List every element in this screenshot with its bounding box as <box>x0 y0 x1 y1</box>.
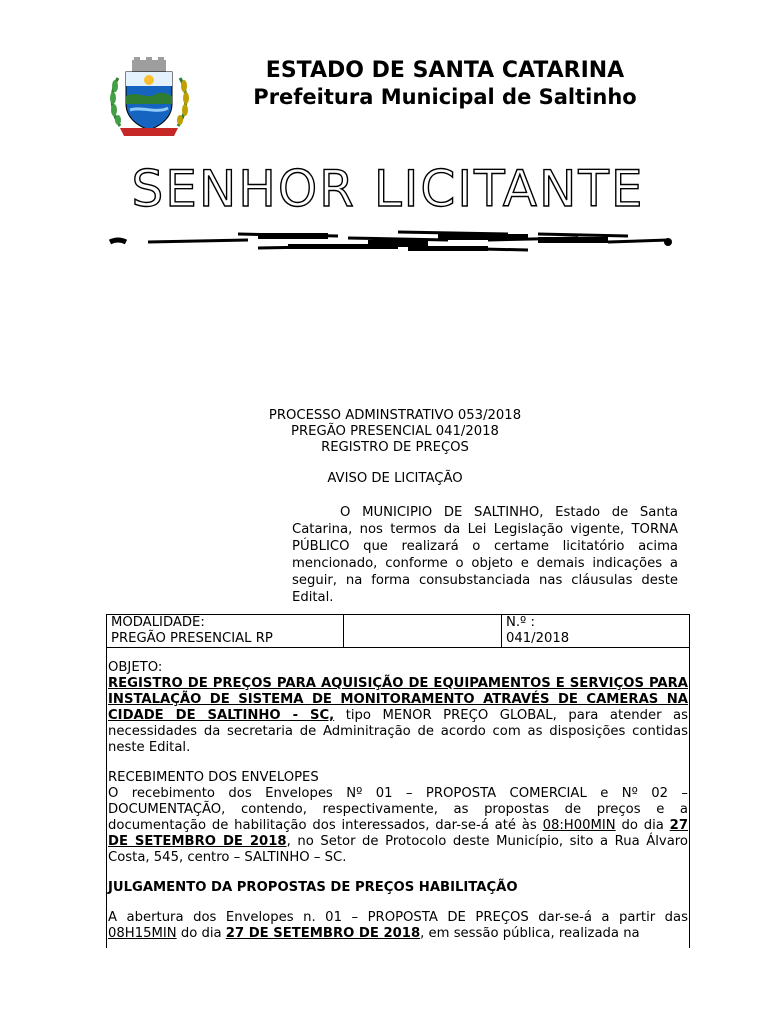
numero-cell <box>502 615 690 647</box>
prefeitura-heading: Prefeitura Municipal de Saltinho <box>253 85 637 109</box>
process-number: PROCESSO ADMINSTRATIVO 053/2018 <box>268 408 522 423</box>
recebimento-t2: do dia <box>615 818 670 833</box>
objeto-label: OBJETO: <box>108 660 163 675</box>
recebimento-text <box>108 786 688 866</box>
objeto-rest: tipo MENOR PREÇO GLOBAL, para atender as necessidades da secretaria de Adminitração de acordo com as disposições contidas neste Edital. <box>108 708 688 755</box>
julgamento-hora: 08H15MIN <box>108 926 177 941</box>
frame-right-line <box>689 648 690 948</box>
svg-text:SENHOR LICITANTE: SENHOR LICITANTE <box>131 160 645 216</box>
recebimento-hora: 08:H00MIN <box>542 818 616 833</box>
julgamento-section <box>108 880 688 896</box>
modalidade-cell <box>107 615 344 647</box>
modalidade-table <box>106 614 690 648</box>
modalidade-value: PREGÃO PRESENCIAL RP <box>111 630 273 646</box>
modalidade-label: MODALIDADE: <box>111 615 205 630</box>
municipal-crest-icon <box>106 56 192 140</box>
objeto-bold: REGISTRO DE PREÇOS PARA AQUISIÇÃO DE EQUIPAMENTOS E SERVIÇOS PARA INSTALAÇÃO DE SISTEMA DE MONITORAMENTO ATRAVÉS DE CAMERAS NA CIDADE DE SALTINHO - SC, <box>108 676 688 723</box>
julgamento-body <box>108 910 688 942</box>
aviso-heading: AVISO DE LICITAÇÃO <box>327 471 463 486</box>
recebimento-label: RECEBIMENTO DOS ENVELOPES <box>108 770 319 785</box>
empty-cell <box>344 615 502 647</box>
julgamento-data: 27 DE SETEMBRO DE 2018 <box>225 926 421 941</box>
objeto-text <box>108 676 688 756</box>
recebimento-section <box>108 770 688 866</box>
registro-precos: REGISTRO DE PREÇOS <box>321 440 469 455</box>
objeto-section <box>108 660 688 756</box>
recebimento-data: 27 DE SETEMBRO DE 2018 <box>108 818 688 849</box>
state-heading: ESTADO DE SANTA CATARINA <box>265 58 625 83</box>
recebimento-t1: O recebimento dos Envelopes Nº 01 – PROPOSTA COMERCIAL e Nº 02 – DOCUMENTAÇÃO, contendo, respectivamente, as propostas de preços e a documentação de habilitação dos interessados, dar-se-á até às <box>108 786 688 833</box>
julgamento-t1: A abertura dos Envelopes n. 01 – PROPOSTA DE PREÇOS dar-se-á a partir das <box>108 910 688 925</box>
numero-value: 041/2018 <box>506 630 570 646</box>
senhor-licitante-title <box>108 160 668 216</box>
pregao-number: PREGÃO PRESENCIAL 041/2018 <box>291 424 499 439</box>
frame-left-line <box>106 648 107 948</box>
julgamento-t2: do dia <box>176 926 226 941</box>
julgamento-t3: , em sessão pública, realizada na <box>420 926 640 941</box>
julgamento-label: JULGAMENTO DA PROPOSTAS DE PREÇOS HABILITAÇÃO <box>108 880 518 895</box>
julgamento-text <box>108 910 688 942</box>
intro-paragraph <box>292 504 678 606</box>
intro-text: O MUNICIPIO DE SALTINHO, Estado de Santa Catarina, nos termos da Lei Legislação vigente, TORNA PÚBLICO que realizará o certame licitatório acima mencionado, conforme o objeto e demais indicações a seguir, na forma consubstanciada nas cláusulas deste Edital. <box>292 505 678 605</box>
numero-label: N.º : <box>506 615 535 630</box>
recebimento-t3: , no Setor de Protocolo deste Município, sito a Rua Álvaro Costa, 545, centro – SALTINHO – SC. <box>108 834 688 865</box>
stamp-overlay-graphic <box>108 228 678 254</box>
